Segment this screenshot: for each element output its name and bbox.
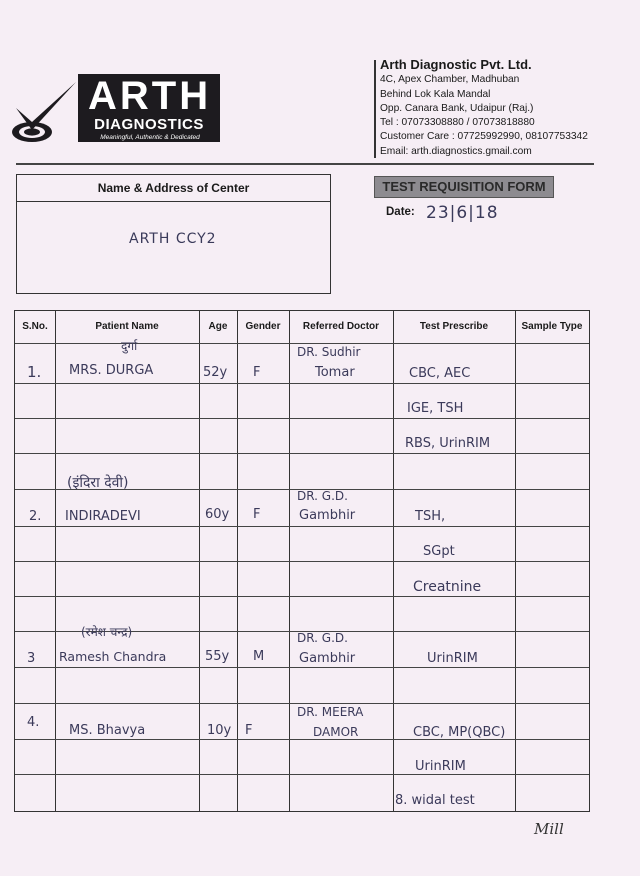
header-age: Age <box>208 321 228 332</box>
entry-2-sno: 2. <box>29 509 42 524</box>
entry-3-doctor-line2: Gambhir <box>299 651 356 666</box>
entry-4-age: 10y <box>207 723 232 738</box>
entry-4-gender: F <box>245 723 253 738</box>
patient-table <box>14 310 590 812</box>
entry-1-doctor-line2: Tomar <box>315 365 355 380</box>
header-patient-name: Patient Name <box>95 321 159 332</box>
address-line-1: 4C, Apex Chamber, Madhuban <box>380 74 520 86</box>
entry-4-doctor-line2: DAMOR <box>313 725 359 739</box>
entry-1-test-3: RBS, UrinRIM <box>405 436 491 451</box>
header-divider <box>374 60 376 158</box>
row-divider <box>15 561 589 562</box>
entry-1-sno: 1. <box>27 363 42 381</box>
header-sno: S.No. <box>22 321 48 332</box>
entry-4-doctor-line1: DR. MEERA <box>297 705 364 719</box>
company-name: Arth Diagnostic Pvt. Ltd. <box>380 57 532 72</box>
row-divider <box>15 774 589 775</box>
entry-4-name: MS. Bhavya <box>69 723 146 738</box>
address-line-2: Behind Lok Kala Mandal <box>380 88 491 100</box>
entry-3-name-hindi: (रमेश चन्द्र) <box>81 625 133 639</box>
target-check-logo-icon <box>10 80 80 150</box>
logo-subtitle: DIAGNOSTICS <box>94 116 204 133</box>
entry-3-test-1: UrinRIM <box>427 651 478 666</box>
entry-3-sno: 3 <box>27 651 36 666</box>
email: Email: arth.diagnostics.gmail.com <box>380 145 532 157</box>
entry-1-name: MRS. DURGA <box>69 363 154 378</box>
center-heading: Name & Address of Center <box>17 175 330 202</box>
row-divider <box>15 667 589 668</box>
center-value: ARTH CCY2 <box>129 231 217 247</box>
entry-2-name-hindi: (इंदिरा देवी) <box>67 475 129 491</box>
entry-1-name-hindi: दुर्गा <box>121 339 138 353</box>
entry-2-test-3: Creatnine <box>413 579 482 595</box>
logo-title: ARTH <box>88 74 212 118</box>
entry-4-test-2: UrinRIM <box>415 759 466 774</box>
entry-1-age: 52y <box>203 365 228 380</box>
entry-4-test-3: 8. widal test <box>395 793 475 808</box>
row-divider <box>15 596 589 597</box>
logo-tagline: Meaningful, Authentic & Dedicated <box>100 134 200 141</box>
entry-3-age: 55y <box>205 649 230 664</box>
date-value: 23|6|18 <box>426 203 499 223</box>
entry-4-sno: 4. <box>27 715 40 730</box>
form-title: TEST REQUISITION FORM <box>374 176 554 198</box>
company-details <box>380 58 640 159</box>
date-label: Date: <box>386 206 415 218</box>
company-logo <box>10 72 210 152</box>
entry-4-test-1: CBC, MP(QBC) <box>413 725 506 740</box>
entry-2-doctor-line2: Gambhir <box>299 508 356 523</box>
center-box <box>16 174 331 294</box>
header-sample-type: Sample Type <box>521 321 583 332</box>
entry-1-doctor-line1: DR. Sudhir <box>297 345 361 359</box>
entry-1-test-1: CBC, AEC <box>409 366 471 381</box>
entry-2-age: 60y <box>205 507 230 522</box>
entry-3-name: Ramesh Chandra <box>59 649 167 664</box>
entry-1-gender: F <box>253 365 261 380</box>
header-rule <box>16 163 594 165</box>
header-test-prescribe: Test Prescribe <box>419 321 489 332</box>
header-referred-doctor: Referred Doctor <box>302 321 380 332</box>
row-divider <box>15 453 589 454</box>
customer-care: Customer Care : 07725992990, 08107753342 <box>380 131 588 143</box>
row-divider <box>15 383 589 384</box>
entry-2-test-1: TSH, <box>415 509 446 524</box>
entry-3-gender: M <box>253 649 265 664</box>
entry-2-test-2: SGpt <box>423 544 455 559</box>
telephone: Tel : 07073308880 / 07073818880 <box>380 117 535 129</box>
row-divider <box>15 418 589 419</box>
signature: Mill <box>534 820 564 838</box>
entry-2-doctor-line1: DR. G.D. <box>297 489 348 503</box>
entry-2-name: INDIRADEVI <box>65 509 141 524</box>
header-gender: Gender <box>245 321 281 332</box>
entry-3-doctor-line1: DR. G.D. <box>297 631 348 645</box>
address-line-3: Opp. Canara Bank, Udaipur (Raj.) <box>380 102 534 114</box>
entry-2-gender: F <box>253 507 261 522</box>
entry-1-test-2: IGE, TSH <box>407 401 464 416</box>
row-divider <box>15 526 589 527</box>
